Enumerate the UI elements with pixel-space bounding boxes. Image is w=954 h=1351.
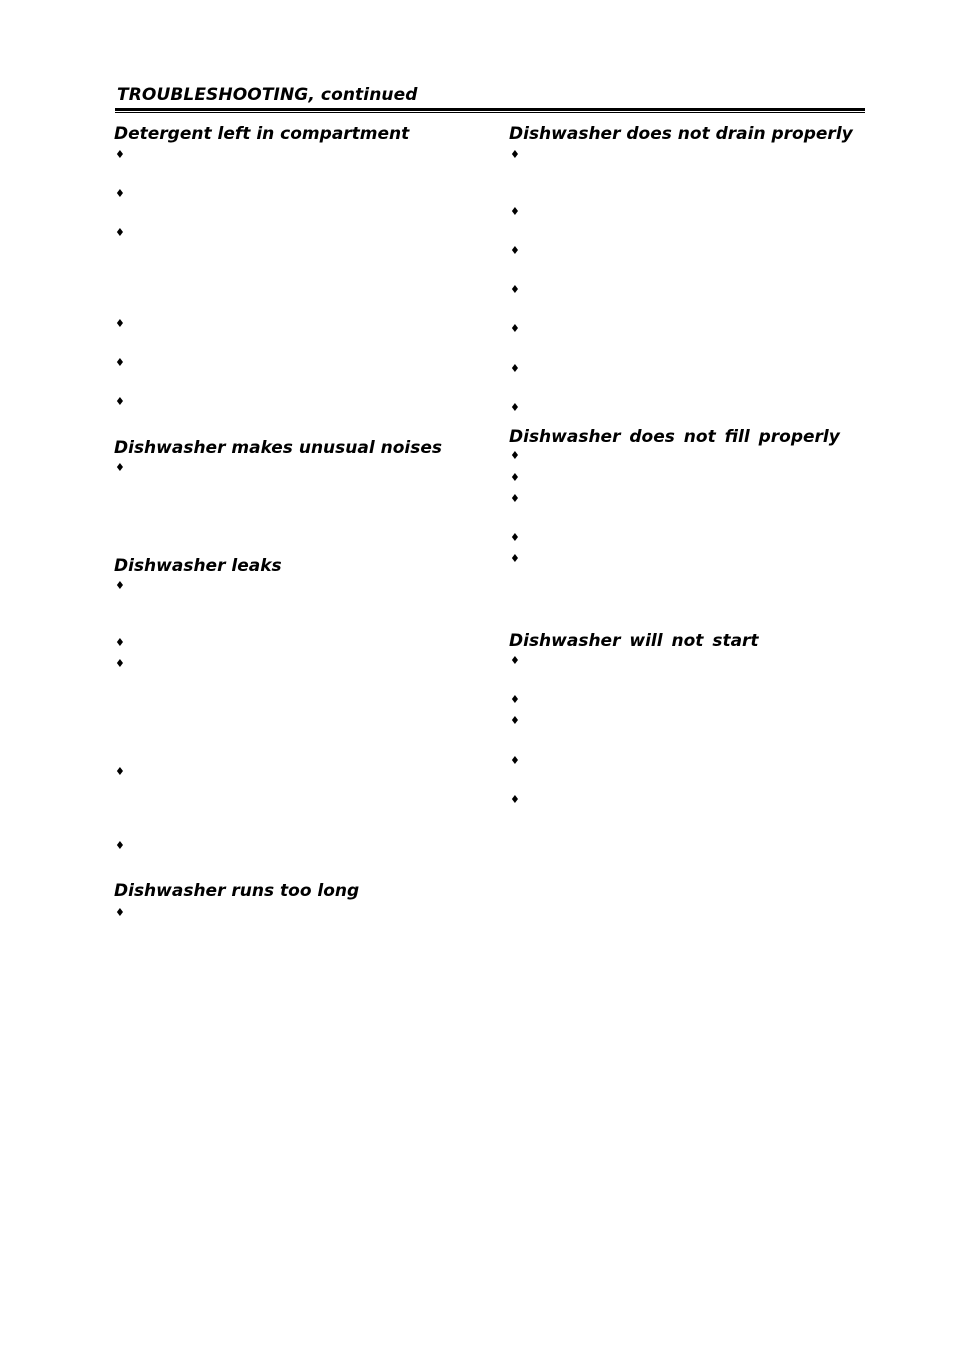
bullet-icon: ♦	[510, 531, 520, 544]
bullet-icon: ♦	[510, 283, 520, 296]
bullet-icon: ♦	[510, 205, 520, 218]
bullet-icon: ♦	[115, 579, 125, 592]
bullet-icon: ♦	[510, 693, 520, 706]
bullet-icon: ♦	[115, 657, 125, 670]
bullet-icon: ♦	[115, 636, 125, 649]
bullet-icon: ♦	[115, 395, 125, 408]
page-title: TROUBLESHOOTING, continued	[117, 85, 418, 105]
bullet-icon: ♦	[115, 839, 125, 852]
bullet-icon: ♦	[115, 317, 125, 330]
bullet-icon: ♦	[510, 793, 520, 806]
bullet-icon: ♦	[510, 552, 520, 565]
bullet-icon: ♦	[510, 401, 520, 414]
bullet-icon: ♦	[510, 362, 520, 375]
section-heading-does-not-fill: Dishwasher does not fill properly	[509, 427, 840, 447]
bullet-icon: ♦	[510, 244, 520, 257]
bullet-icon: ♦	[115, 148, 125, 161]
bullet-icon: ♦	[510, 754, 520, 767]
bullet-icon: ♦	[510, 322, 520, 335]
bullet-icon: ♦	[510, 654, 520, 667]
bullet-icon: ♦	[115, 356, 125, 369]
bullet-icon: ♦	[510, 492, 520, 505]
section-heading-leaks: Dishwasher leaks	[114, 556, 282, 576]
section-heading-runs-too-long: Dishwasher runs too long	[114, 881, 360, 901]
header-rule-thin	[115, 112, 865, 113]
bullet-icon: ♦	[510, 714, 520, 727]
section-heading-detergent-left: Detergent left in compartment	[114, 124, 410, 144]
section-heading-unusual-noises: Dishwasher makes unusual noises	[114, 438, 442, 458]
section-heading-does-not-drain: Dishwasher does not drain properly	[509, 124, 853, 144]
bullet-icon: ♦	[510, 449, 520, 462]
section-heading-will-not-start: Dishwasher will not start	[509, 631, 759, 651]
header-rule-thick	[115, 108, 865, 111]
bullet-icon: ♦	[115, 226, 125, 239]
bullet-icon: ♦	[115, 461, 125, 474]
bullet-icon: ♦	[115, 906, 125, 919]
bullet-icon: ♦	[510, 148, 520, 161]
bullet-icon: ♦	[115, 765, 125, 778]
bullet-icon: ♦	[115, 187, 125, 200]
bullet-icon: ♦	[510, 471, 520, 484]
